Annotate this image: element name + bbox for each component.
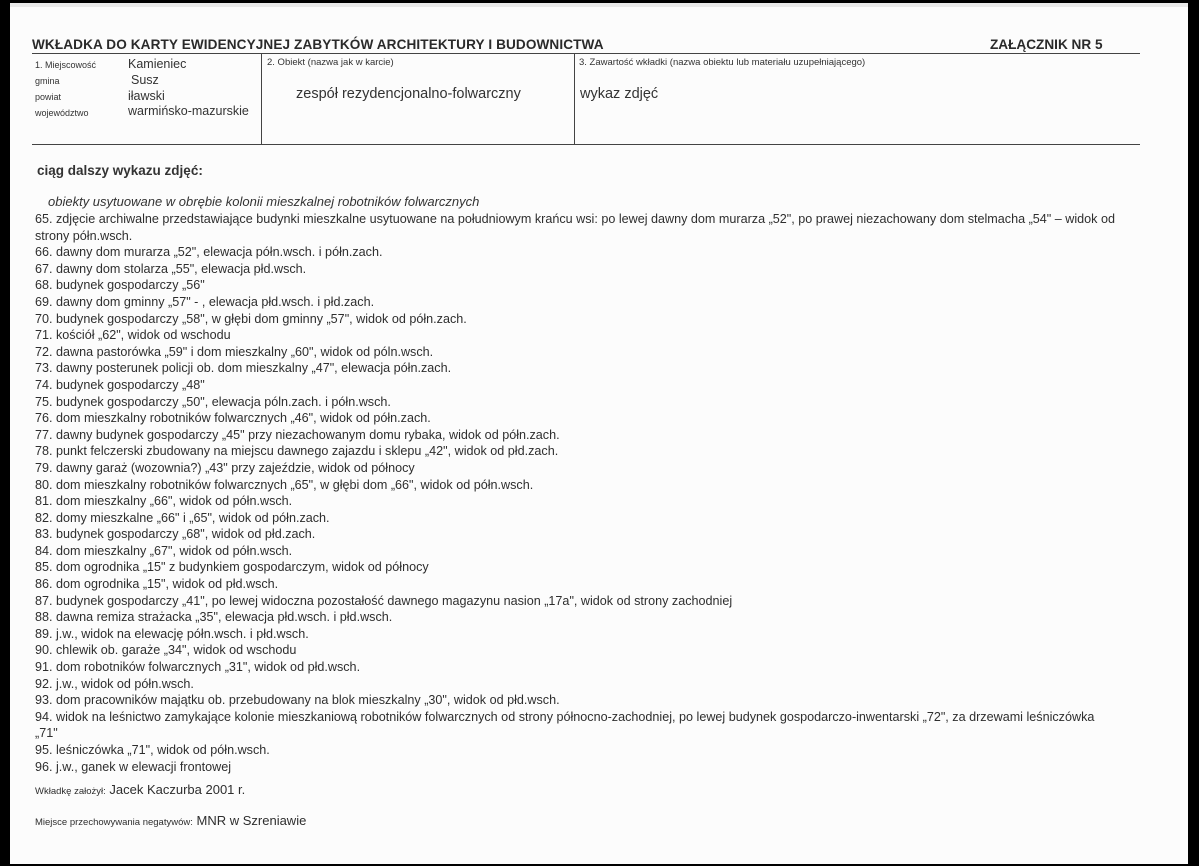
document-sheet bbox=[10, 3, 1188, 864]
column-divider-2 bbox=[574, 54, 575, 144]
list-item: 90. chlewik ob. garaże „34", widok od wschodu bbox=[35, 643, 297, 658]
wojewodztwo-label: województwo bbox=[35, 108, 89, 118]
list-item: 73. dawny posterunek policji ob. dom mieszkalny „47", elewacja półn.zach. bbox=[35, 361, 452, 376]
list-item: 87. budynek gospodarczy „41", po lewej widoczna pozostałość dawnego magazynu nasion „17a", widok od strony zachodniej bbox=[35, 593, 733, 608]
wojewodztwo-value: warmińsko-mazurskie bbox=[128, 104, 249, 118]
list-item: 77. dawny budynek gospodarczy „45" przy niezachowanym domu rybaka, widok od półn.zach. bbox=[35, 427, 560, 442]
list-item: 78. punkt felczerski zbudowany na miejscu dawnego zajazdu i sklepu „42", widok od płd.zach. bbox=[35, 444, 559, 459]
photo-list bbox=[35, 211, 1120, 775]
powiat-value: iławski bbox=[128, 89, 165, 103]
content-label: 3. Zawartość wkładki (nazwa obiektu lub materiału uzupełniającego) bbox=[579, 57, 866, 68]
author-line bbox=[35, 782, 245, 797]
list-item: 74. budynek gospodarczy „48" bbox=[35, 377, 205, 392]
list-item: 83. budynek gospodarczy „68", widok od płd.zach. bbox=[35, 527, 316, 542]
list-item: 76. dom mieszkalny robotników folwarcznych „46", widok od półn.zach. bbox=[35, 411, 431, 426]
storage-line bbox=[35, 813, 306, 828]
list-subtitle: obiekty usytuowane w obrębie kolonii mieszkalnej robotników folwarcznych bbox=[48, 194, 480, 209]
header-rule-top bbox=[32, 53, 1140, 54]
list-item: 66. dawny dom murarza „52", elewacja półn.wsch. i półn.zach. bbox=[35, 245, 383, 260]
powiat-label: powiat bbox=[35, 92, 62, 102]
list-item: 79. dawny garaż (wozownia?) „43" przy zajeździe, widok od północy bbox=[35, 460, 415, 475]
list-item: 96. j.w., ganek w elewacji frontowej bbox=[35, 759, 232, 774]
section-heading: ciąg dalszy wykazu zdjęć: bbox=[37, 163, 203, 178]
list-item: 70. budynek gospodarczy „58", w głębi dom gminny „57", widok od półn.zach. bbox=[35, 311, 467, 326]
list-item: 67. dawny dom stolarza „55", elewacja płd.wsch. bbox=[35, 261, 307, 276]
list-item: 85. dom ogrodnika „15" z budynkiem gospodarczym, widok od północy bbox=[35, 560, 429, 575]
header-rule-bottom bbox=[32, 144, 1140, 145]
list-item: 94. widok na leśnictwo zamykające kolonie mieszkaniową robotników folwarcznych od strony północno-zachodniej, po lewej budynek gospodarczo-inwentarski „72", za drzewami leśniczówka „71" bbox=[35, 709, 1095, 741]
annex-number: ZAŁĄCZNIK NR 5 bbox=[990, 37, 1103, 52]
location-value: Kamieniec bbox=[128, 57, 187, 71]
list-item: 80. dom mieszkalny robotników folwarcznych „65", w głębi dom „66", widok od półn.wsch. bbox=[35, 477, 534, 492]
list-item: 81. dom mieszkalny „66", widok od półn.wsch. bbox=[35, 494, 293, 509]
document-title: WKŁADKA DO KARTY EWIDENCYJNEJ ZABYTKÓW ARCHITEKTURY I BUDOWNICTWA bbox=[32, 37, 604, 52]
gmina-label: gmina bbox=[35, 76, 60, 86]
author-value: Jacek Kaczurba 2001 r. bbox=[109, 782, 246, 797]
storage-label: Miejsce przechowywania negatywów: bbox=[35, 817, 193, 828]
content-value: wykaz zdjęć bbox=[580, 86, 659, 102]
list-item: 75. budynek gospodarczy „50", elewacja póln.zach. i półn.wsch. bbox=[35, 394, 391, 409]
list-item: 95. leśniczówka „71", widok od półn.wsch. bbox=[35, 743, 270, 757]
gmina-value: Susz bbox=[131, 73, 159, 87]
column-divider-1 bbox=[261, 54, 262, 144]
object-label: 2. Obiekt (nazwa jak w karcie) bbox=[267, 57, 394, 68]
list-item: 93. dom pracowników majątku ob. przebudowany na blok mieszkalny „30", widok od płd.wsch. bbox=[35, 693, 560, 708]
list-item: 71. kościół „62", widok od wschodu bbox=[35, 328, 231, 343]
list-item: 84. dom mieszkalny „67", widok od półn.wsch. bbox=[35, 543, 293, 558]
list-item: 91. dom robotników folwarcznych „31", widok od płd.wsch. bbox=[35, 660, 361, 675]
list-item: 82. domy mieszkalne „66" i „65", widok od półn.zach. bbox=[35, 510, 330, 525]
author-label: Wkładkę założył: bbox=[35, 786, 106, 797]
list-item: 88. dawna remiza strażacka „35", elewacja płd.wsch. i płd.wsch. bbox=[35, 610, 393, 625]
list-item: 68. budynek gospodarczy „56" bbox=[35, 278, 205, 293]
list-item: 92. j.w., widok od półn.wsch. bbox=[35, 676, 194, 691]
list-item: 72. dawna pastorówka „59" i dom mieszkalny „60", widok od póln.wsch. bbox=[35, 344, 434, 359]
location-label: 1. Miejscowość bbox=[35, 60, 97, 70]
list-item: 65. zdjęcie archiwalne przedstawiające budynki mieszkalne usytuowane na południowym krańcu wsi: po lewej dawny dom murarza „52", po prawej niezachowany dom stelmacha „54" – widok od strony półn.wsch. bbox=[35, 212, 1115, 243]
list-item: 69. dawny dom gminny „57" - , elewacja płd.wsch. i płd.zach. bbox=[35, 294, 375, 309]
sheet-top-edge bbox=[10, 3, 1188, 7]
list-item: 86. dom ogrodnika „15", widok od płd.wsch. bbox=[35, 577, 279, 592]
object-value: zespół rezydencjonalno-folwarczny bbox=[296, 86, 521, 102]
list-item: 89. j.w., widok na elewację półn.wsch. i płd.wsch. bbox=[35, 626, 309, 641]
storage-value: MNR w Szreniawie bbox=[196, 813, 307, 828]
